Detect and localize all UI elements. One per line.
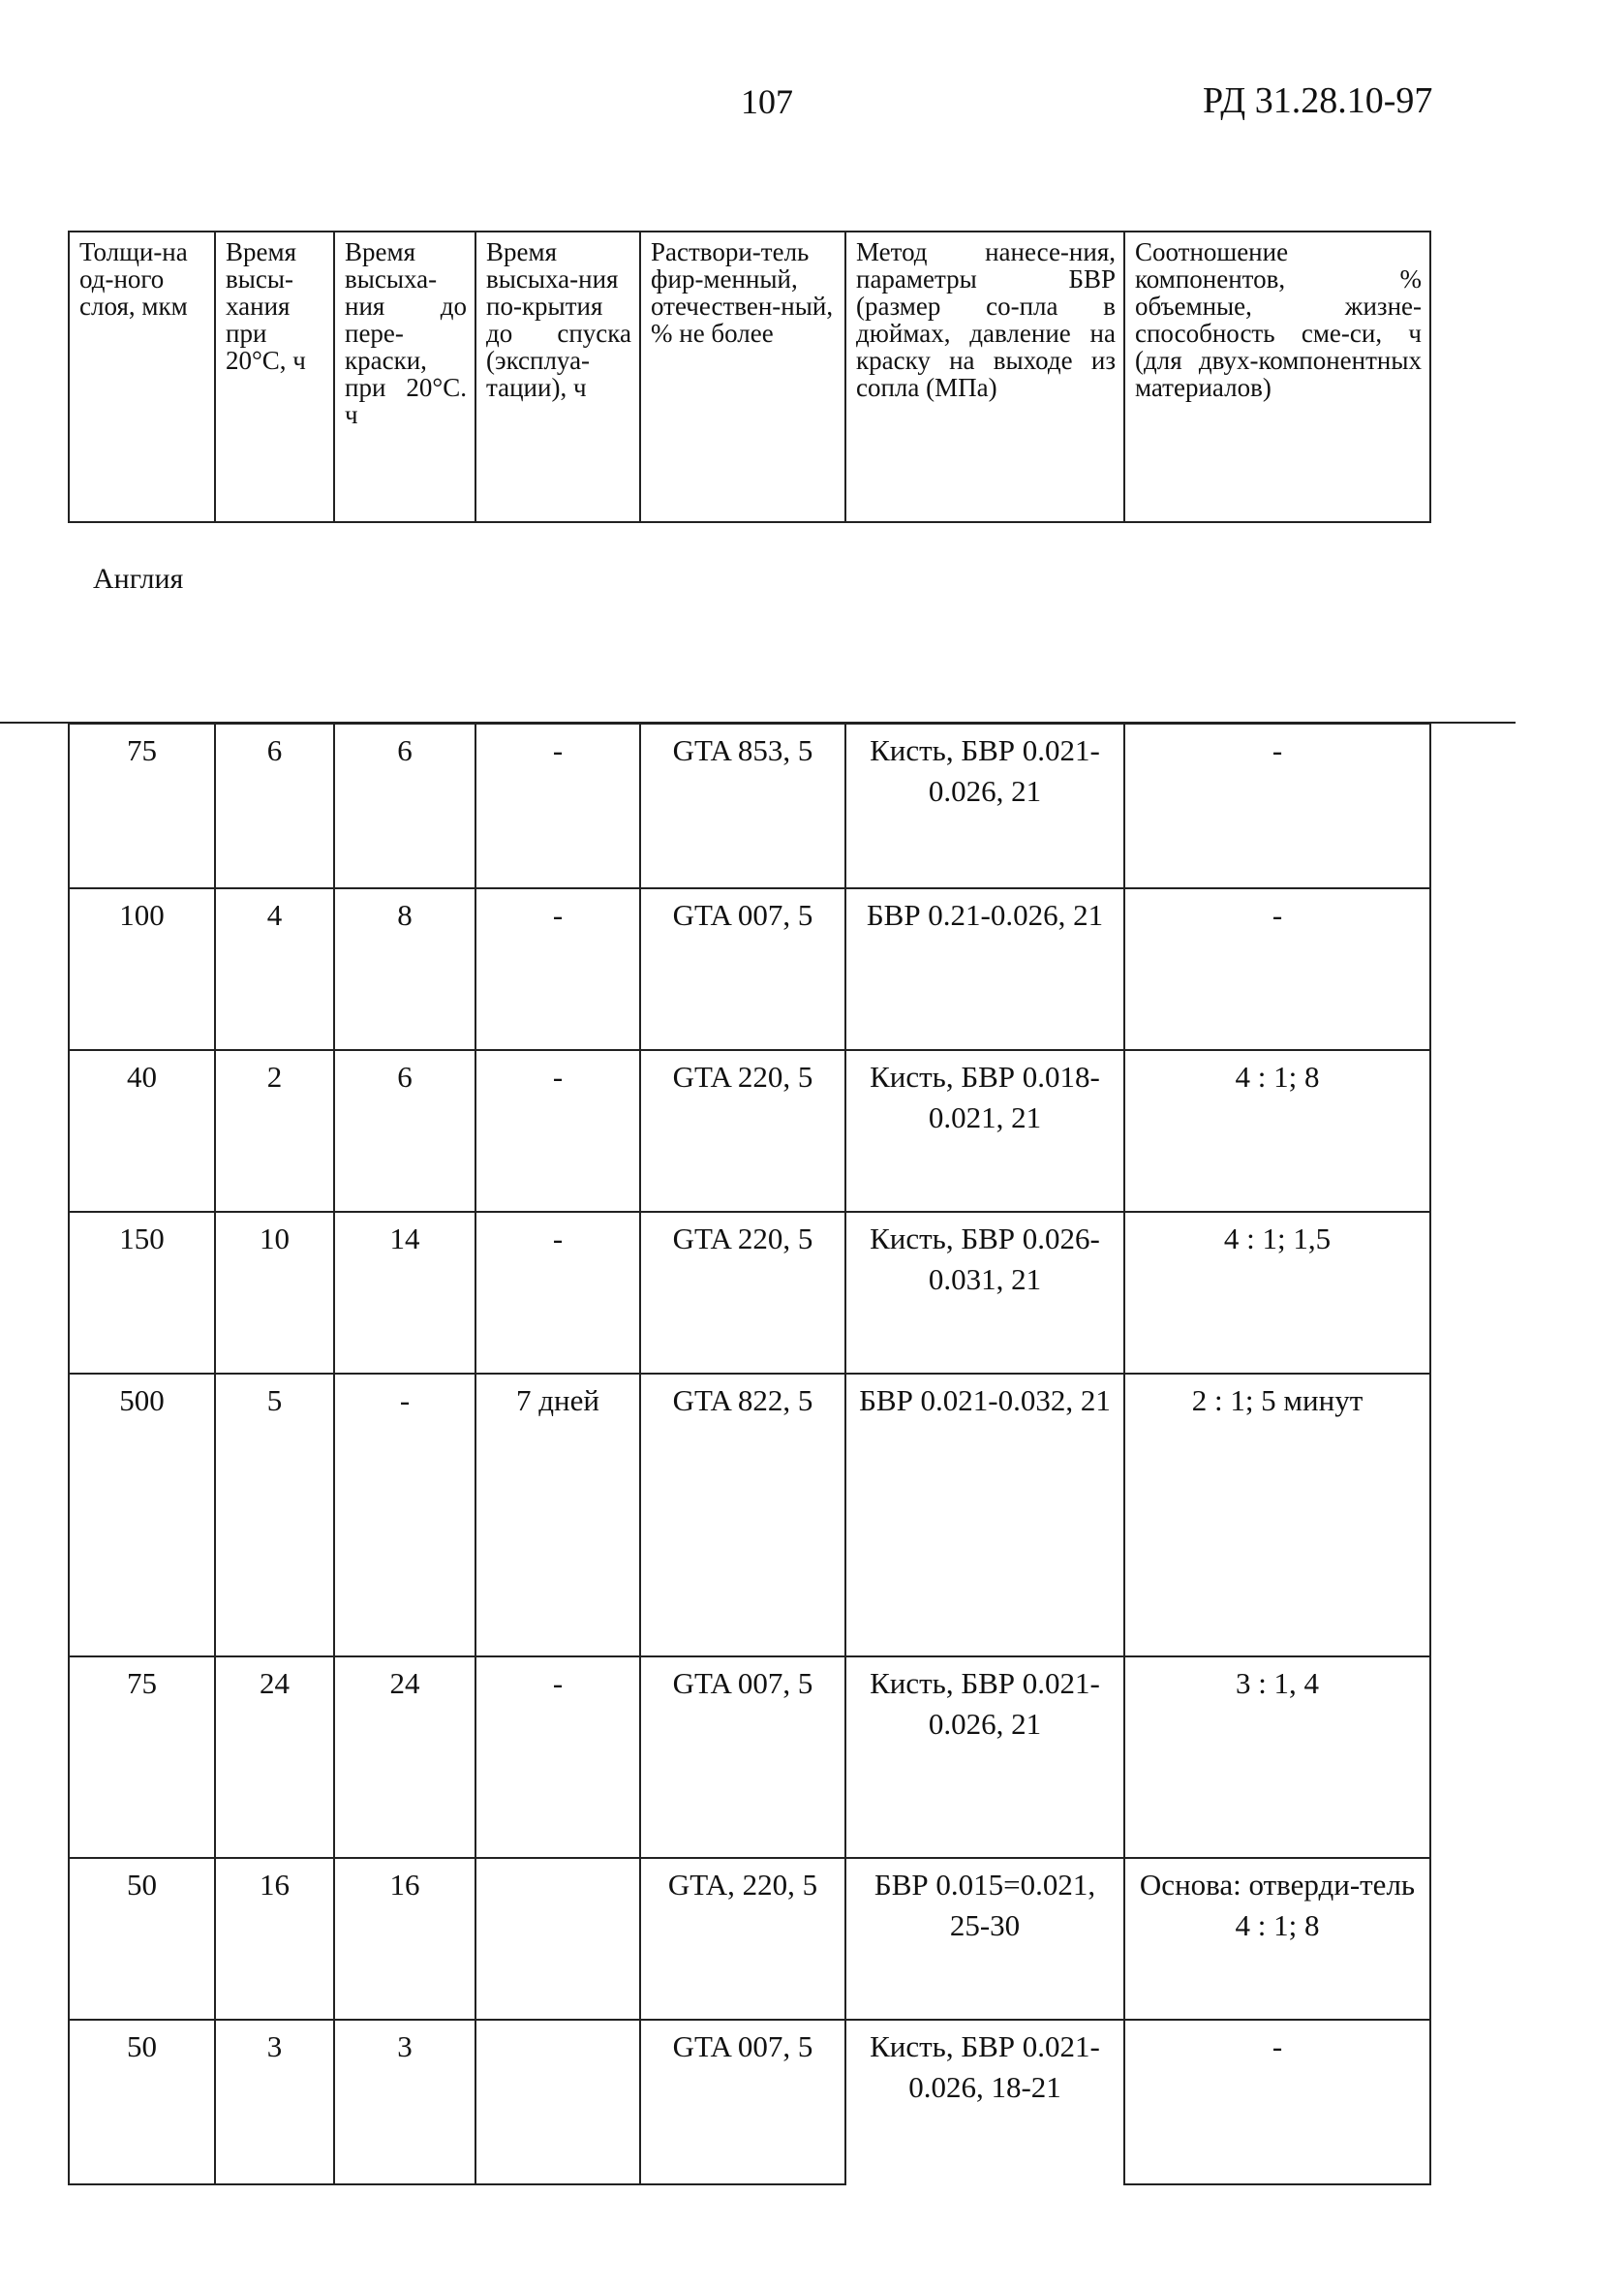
thickness-cell: 150 bbox=[69, 1212, 215, 1374]
thickness-cell: 500 bbox=[69, 1374, 215, 1656]
header-method: Метод нанесе-ния, параметры БВР (размер со-пла в дюймах, давление на краску на выходе из сопла (МПа) bbox=[845, 232, 1124, 522]
document-code: РД 31.28.10-97 bbox=[1203, 80, 1433, 121]
dry-time-cell: 24 bbox=[215, 1656, 334, 1858]
solvent-cell: GTA 007, 5 bbox=[640, 888, 845, 1050]
header-table bbox=[68, 231, 1431, 523]
method-cell: БВР 0.015=0.021, 25-30 bbox=[845, 1858, 1124, 2020]
ratio-cell: 2 : 1; 5 минут bbox=[1124, 1374, 1430, 1656]
table-row bbox=[69, 1374, 1430, 1656]
recoat-time-cell: 16 bbox=[334, 1858, 475, 2020]
method-cell: Кисть, БВР 0.021-0.026, 18-21 bbox=[845, 2020, 1124, 2184]
table-row bbox=[69, 888, 1430, 1050]
thickness-cell: 100 bbox=[69, 888, 215, 1050]
table-row bbox=[69, 1050, 1430, 1212]
thickness-cell: 75 bbox=[69, 724, 215, 888]
solvent-cell: GTA 007, 5 bbox=[640, 2020, 845, 2184]
recoat-time-cell: 6 bbox=[334, 1050, 475, 1212]
recoat-time-cell: - bbox=[334, 1374, 475, 1656]
method-cell: Кисть, БВР 0.026-0.031, 21 bbox=[845, 1212, 1124, 1374]
launch-time-cell: - bbox=[475, 724, 640, 888]
ratio-cell: - bbox=[1124, 724, 1430, 888]
dry-time-cell: 3 bbox=[215, 2020, 334, 2184]
ratio-cell: - bbox=[1124, 2020, 1430, 2184]
solvent-cell: GTA 822, 5 bbox=[640, 1374, 845, 1656]
recoat-time-cell: 3 bbox=[334, 2020, 475, 2184]
dry-time-cell: 6 bbox=[215, 724, 334, 888]
dry-time-cell: 5 bbox=[215, 1374, 334, 1656]
solvent-cell: GTA 853, 5 bbox=[640, 724, 845, 888]
ratio-cell: 4 : 1; 1,5 bbox=[1124, 1212, 1430, 1374]
data-table bbox=[68, 723, 1431, 2185]
country-label: Англия bbox=[93, 563, 184, 595]
header-launch-time: Время высыха-ния по-крытия до спуска (эксплуа-тации), ч bbox=[475, 232, 640, 522]
ratio-cell: - bbox=[1124, 888, 1430, 1050]
thickness-cell: 50 bbox=[69, 1858, 215, 2020]
ratio-cell: 3 : 1, 4 bbox=[1124, 1656, 1430, 1858]
table-row bbox=[69, 1858, 1430, 2020]
table-row bbox=[69, 724, 1430, 888]
thickness-cell: 40 bbox=[69, 1050, 215, 1212]
solvent-cell: GTA 007, 5 bbox=[640, 1656, 845, 1858]
table-row bbox=[69, 1212, 1430, 1374]
header-thickness: Толщи-на од-ного слоя, мкм bbox=[69, 232, 215, 522]
method-cell: БВР 0.021-0.032, 21 bbox=[845, 1374, 1124, 1656]
table-row bbox=[69, 1656, 1430, 1858]
solvent-cell: GTA 220, 5 bbox=[640, 1212, 845, 1374]
recoat-time-cell: 24 bbox=[334, 1656, 475, 1858]
thickness-cell: 50 bbox=[69, 2020, 215, 2184]
dry-time-cell: 10 bbox=[215, 1212, 334, 1374]
launch-time-cell: 7 дней bbox=[475, 1374, 640, 1656]
header-solvent: Раствори-тель фир-менный, отечествен-ный, % не более bbox=[640, 232, 845, 522]
ratio-cell: Основа: отверди-тель 4 : 1; 8 bbox=[1124, 1858, 1430, 2020]
recoat-time-cell: 6 bbox=[334, 724, 475, 888]
launch-time-cell bbox=[475, 2020, 640, 2184]
launch-time-cell bbox=[475, 1858, 640, 2020]
header-ratio: Соотношение компонентов, % объемные, жизне-способность сме-си, ч (для двух-компонентных материалов) bbox=[1124, 232, 1430, 522]
page-number: 107 bbox=[741, 82, 793, 121]
solvent-cell: GTA 220, 5 bbox=[640, 1050, 845, 1212]
ratio-cell: 4 : 1; 8 bbox=[1124, 1050, 1430, 1212]
dry-time-cell: 4 bbox=[215, 888, 334, 1050]
launch-time-cell: - bbox=[475, 888, 640, 1050]
method-cell: Кисть, БВР 0.021-0.026, 21 bbox=[845, 724, 1124, 888]
header-recoat-time: Время высыха-ния до пере-краски, при 20°С. ч bbox=[334, 232, 475, 522]
dry-time-cell: 16 bbox=[215, 1858, 334, 2020]
table-row bbox=[69, 2020, 1430, 2184]
thickness-cell: 75 bbox=[69, 1656, 215, 1858]
solvent-cell: GTA, 220, 5 bbox=[640, 1858, 845, 2020]
recoat-time-cell: 8 bbox=[334, 888, 475, 1050]
method-cell: Кисть, БВР 0.018-0.021, 21 bbox=[845, 1050, 1124, 1212]
recoat-time-cell: 14 bbox=[334, 1212, 475, 1374]
launch-time-cell: - bbox=[475, 1050, 640, 1212]
method-cell: БВР 0.21-0.026, 21 bbox=[845, 888, 1124, 1050]
launch-time-cell: - bbox=[475, 1212, 640, 1374]
header-dry-time: Время высы-хания при 20°С, ч bbox=[215, 232, 334, 522]
method-cell: Кисть, БВР 0.021-0.026, 21 bbox=[845, 1656, 1124, 1858]
header-row bbox=[69, 232, 1430, 522]
launch-time-cell: - bbox=[475, 1656, 640, 1858]
dry-time-cell: 2 bbox=[215, 1050, 334, 1212]
